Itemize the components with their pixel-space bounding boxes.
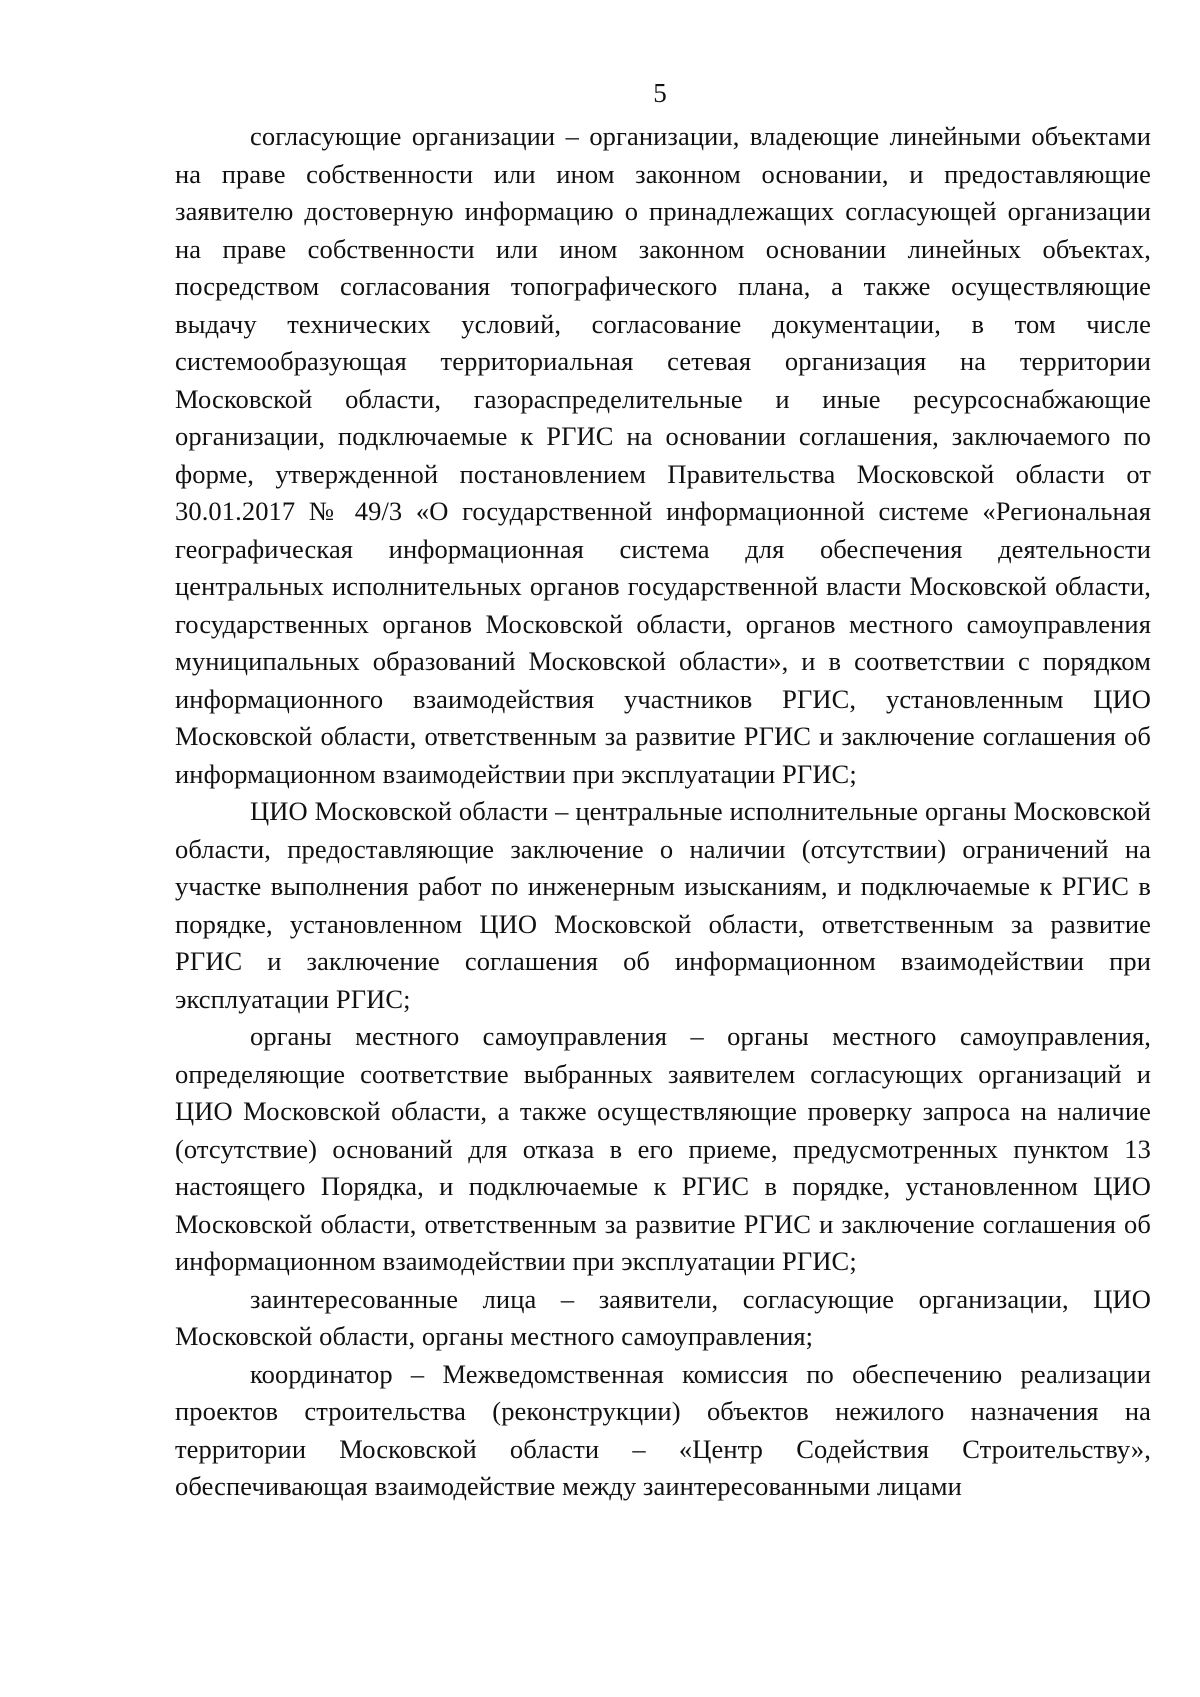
document-body	[175, 118, 1151, 1506]
page-number: 5	[653, 78, 667, 108]
paragraph-coordinating-organizations: согласующие организации – организации, владеющие линейными объектами на праве собственности или ином законном основании, и предоставляющие заявителю достоверную информацию о принадлежащих согласующей организации на праве собственности или ином законном основании линейных объектах, посредством согласования топографического плана, а также осуществляющие выдачу технических условий, согласование документации, в том числе системообразующая территориальная сетевая организация на территории Московской области, газораспределительные и иные ресурсоснабжающие организации, подключаемые к РГИС на основании соглашения, заключаемого по форме, утвержденной постановлением Правительства Московской области от 30.01.2017 № 49/3 «О государственной информационной системе «Региональная географическая информационная система для обеспечения деятельности центральных исполнительных органов государственной власти Московской области, государственных органов Московской области, органов местного самоуправления муниципальных образований Московской области», и в соответствии с порядком информационного взаимодействия участников РГИС, установленным ЦИО Московской области, ответственным за развитие РГИС и заключение соглашения об информационном взаимодействии при эксплуатации РГИС;	[175, 121, 1151, 789]
paragraph-coordinator: координатор – Межведомственная комиссия по обеспечению реализации проектов строительства (реконструкции) объектов нежилого назначения на территории Московской области – «Центр Содействия Строительству», обеспечивающая взаимодействие между заинтересованными лицами	[175, 1358, 1151, 1501]
paragraph-interested-parties: заинтересованные лица – заявители, согласующие организации, ЦИО Московской области, органы местного самоуправления;	[175, 1283, 1151, 1351]
paragraph-local-self-government: органы местного самоуправления – органы местного самоуправления, определяющие соответствие выбранных заявителем согласующих организаций и ЦИО Московской области, а также осуществляющие проверку запроса на наличие (отсутствие) оснований для отказа в его приеме, предусмотренных пунктом 13 настоящего Порядка, и подключаемые к РГИС в порядке, установленном ЦИО Московской области, ответственным за развитие РГИС и заключение соглашения об информационном взаимодействии при эксплуатации РГИС;	[175, 1021, 1151, 1276]
paragraph-cio-moscow-region: ЦИО Московской области – центральные исполнительные органы Московской области, предоставляющие заключение о наличии (отсутствии) ограничений на участке выполнения работ по инженерным изысканиям, и подключаемые к РГИС в порядке, установленном ЦИО Московской области, ответственным за развитие РГИС и заключение соглашения об информационном взаимодействии при эксплуатации РГИС;	[175, 796, 1151, 1014]
